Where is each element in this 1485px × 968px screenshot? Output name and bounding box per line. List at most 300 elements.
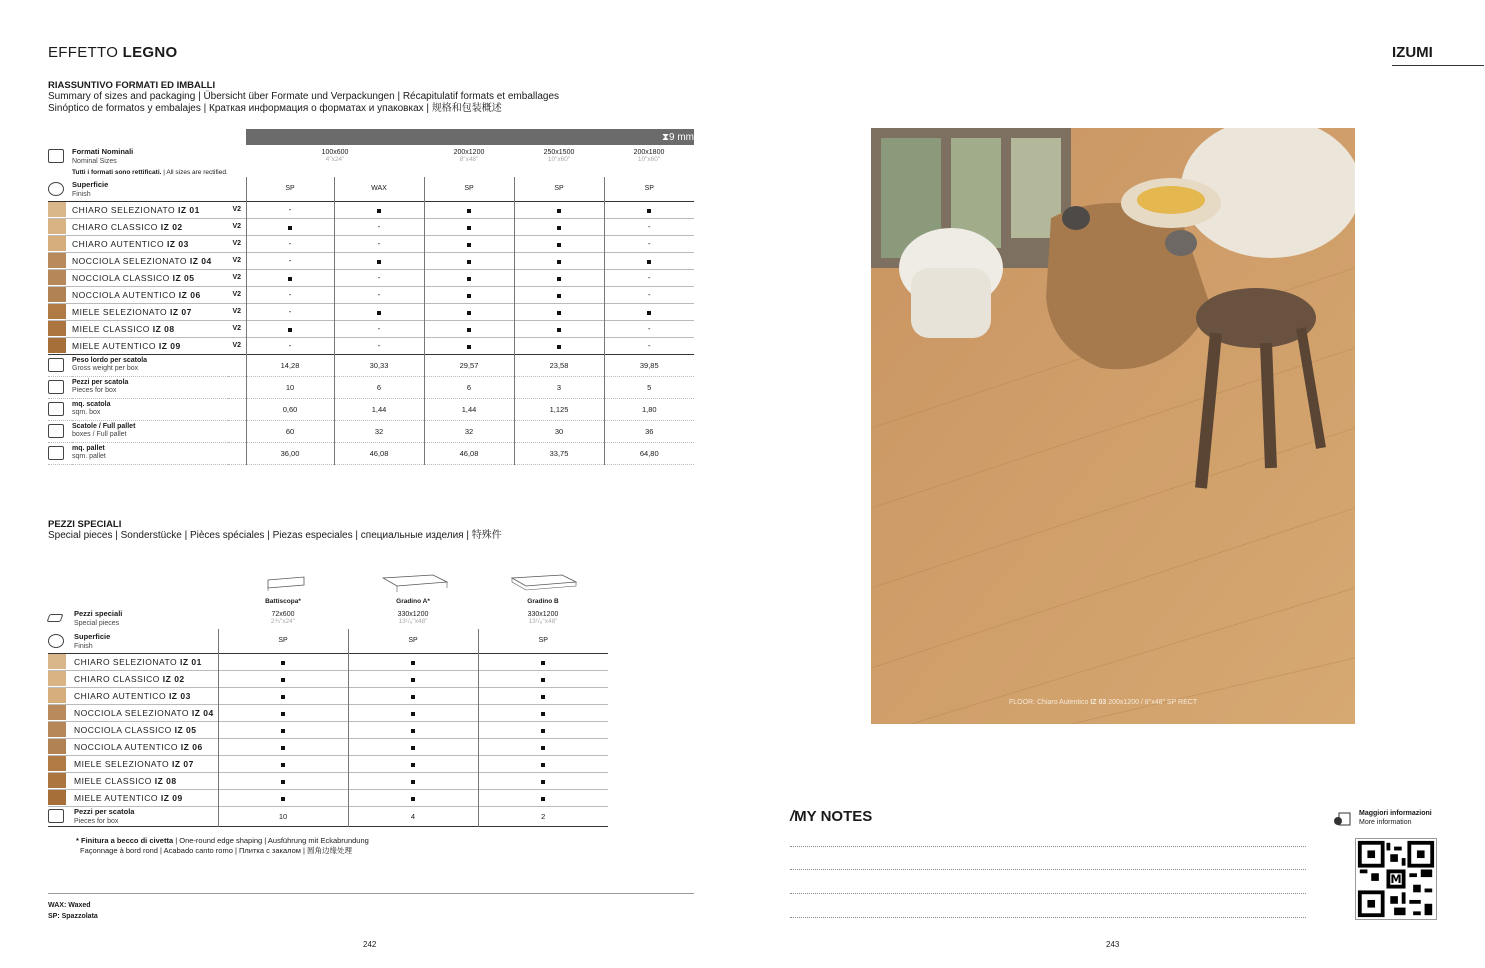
tile-row <box>48 201 694 218</box>
available-dot-icon <box>557 226 561 230</box>
tile-swatch <box>48 321 66 336</box>
footnote-line-2: Façonnage à bord rond | Acabado canto romo | Плитка с закалом | 圆角边缘处理 <box>80 846 353 855</box>
tile-name <box>72 337 228 354</box>
packaging-row <box>48 376 694 398</box>
availability-cell <box>604 252 694 269</box>
availability-cell <box>218 738 348 755</box>
packaging-row <box>48 354 694 376</box>
tile-swatch <box>48 304 66 319</box>
packaging-value: 33,75 <box>514 442 604 464</box>
size-sub: 10"x60" <box>547 156 571 163</box>
availability-cell <box>246 320 334 337</box>
size-main: 330x1200 <box>527 611 559 618</box>
availability-cell <box>348 721 478 738</box>
box-icon <box>48 380 64 394</box>
available-dot-icon <box>288 226 292 230</box>
packaging-value: 60 <box>246 420 334 442</box>
finish-icon <box>48 182 64 196</box>
tile-code: IZ 08 <box>152 323 175 334</box>
tile-name-text: CHIARO SELEZIONATO <box>72 204 179 215</box>
available-dot-icon <box>467 311 471 315</box>
available-dot-icon <box>411 780 415 784</box>
tile-name <box>72 286 228 303</box>
ppb-label: Pezzi per scatola <box>74 807 135 816</box>
piece-size <box>348 607 478 629</box>
availability-cell <box>218 772 348 789</box>
available-dot-icon <box>411 746 415 750</box>
packaging-value: 29,57 <box>424 354 514 376</box>
available-dot-icon <box>467 328 471 332</box>
availability-cell <box>514 252 604 269</box>
ppb-cell: 2 <box>541 811 546 821</box>
availability-cell: - <box>647 239 651 248</box>
availability-cell <box>424 201 514 218</box>
note-line[interactable] <box>790 869 1306 870</box>
piece-name: Gradino B <box>527 597 559 605</box>
packaging-row <box>48 442 694 464</box>
available-dot-icon <box>557 328 561 332</box>
packaging-label <box>72 376 246 398</box>
available-dot-icon <box>411 763 415 767</box>
special-tile-row <box>48 721 608 738</box>
packaging-value: 30 <box>514 420 604 442</box>
tile-swatch <box>48 722 66 737</box>
finish-sub: Finish <box>72 190 91 198</box>
tile-swatch <box>48 270 66 285</box>
note-line[interactable] <box>790 893 1306 894</box>
availability-cell <box>348 755 478 772</box>
availability-cell <box>218 687 348 704</box>
available-dot-icon <box>281 780 285 784</box>
availability-cell <box>424 218 514 235</box>
tile-name <box>74 704 218 721</box>
availability-cell <box>478 721 608 738</box>
packaging-value: 39,85 <box>639 360 659 370</box>
shade-variation: V2 <box>228 337 246 354</box>
packaging-value: 1,44 <box>424 398 514 420</box>
footnote-line-1: | One-round edge shaping | Ausführung mit Eckabrundung <box>173 836 369 845</box>
legend-wax: WAX: Waxed <box>48 902 91 909</box>
shade-variation: V2 <box>228 218 246 235</box>
availability-cell: - <box>246 201 334 218</box>
availability-cell: - <box>246 286 334 303</box>
svg-text:M: M <box>1390 872 1402 887</box>
header-light: EFFETTO <box>48 44 123 61</box>
available-dot-icon <box>281 797 285 801</box>
packaging-label-main: mq. pallet <box>72 445 105 452</box>
finish-sub: Finish <box>74 642 93 650</box>
formats-label: Formati Nominali <box>72 147 134 156</box>
available-dot-icon <box>541 661 545 665</box>
availability-cell <box>334 252 424 269</box>
tile-name-text: NOCCIOLA AUTENTICO <box>74 741 181 752</box>
packaging-label-main: Pezzi per scatola <box>72 379 129 386</box>
shade-variation: V2 <box>228 252 246 269</box>
special-tile-row <box>48 653 608 670</box>
availability-cell <box>514 235 604 252</box>
availability-cell <box>514 201 604 218</box>
packaging-value: 64,80 <box>639 448 659 458</box>
availability-cell <box>218 653 348 670</box>
tile-code: IZ 02 <box>160 221 183 232</box>
note-line[interactable] <box>790 846 1306 847</box>
available-dot-icon <box>467 209 471 213</box>
size-sub: 13¹/₈"x48" <box>528 618 558 625</box>
tile-name-text: CHIARO CLASSICO <box>72 221 161 232</box>
summary-heading <box>48 80 559 115</box>
availability-cell: - <box>246 235 334 252</box>
tile-swatch <box>48 790 66 805</box>
tile-name-text: CHIARO SELEZIONATO <box>74 656 181 667</box>
tile-name-text: MIELE SELEZIONATO <box>74 758 172 769</box>
shade-variation: V2 <box>228 303 246 320</box>
available-dot-icon <box>411 797 415 801</box>
size-main: 72x600 <box>271 611 295 618</box>
availability-cell <box>478 653 608 670</box>
availability-cell: - <box>246 303 334 320</box>
tile-swatch <box>48 219 66 234</box>
special-footnote <box>76 836 369 856</box>
availability-cell <box>424 235 514 252</box>
finish-icon <box>48 634 64 648</box>
tile-row <box>48 303 694 320</box>
available-dot-icon <box>647 209 651 213</box>
availability-cell: - <box>334 218 424 235</box>
ppb-sub: Pieces for box <box>74 818 119 825</box>
caption-code: IZ 03 <box>1090 699 1107 706</box>
available-dot-icon <box>281 763 285 767</box>
tile-code: IZ 03 <box>166 238 189 249</box>
packaging-value: 32 <box>424 420 514 442</box>
tile-code: IZ 06 <box>180 741 203 752</box>
tile-swatch <box>48 705 66 720</box>
tile-swatch <box>48 338 66 353</box>
availability-cell: - <box>334 269 424 286</box>
finish-cell: SP <box>514 177 604 201</box>
tile-name-text: NOCCIOLA CLASSICO <box>72 272 173 283</box>
availability-cell: - <box>246 252 334 269</box>
packaging-label <box>72 354 246 376</box>
tile-swatch <box>48 773 66 788</box>
availability-cell <box>348 704 478 721</box>
available-dot-icon <box>557 243 561 247</box>
piece-name: Battiscopa* <box>265 597 301 605</box>
note-line[interactable] <box>790 917 1306 918</box>
packaging-label <box>72 398 246 420</box>
size-col-4 <box>604 145 694 167</box>
available-dot-icon <box>467 294 471 298</box>
finish-cell: SP <box>424 177 514 201</box>
packaging-label-main: mq. scatola <box>72 401 111 408</box>
tile-swatch <box>48 688 66 703</box>
header-bold: LEGNO <box>122 44 178 61</box>
available-dot-icon <box>557 209 561 213</box>
tile-row <box>48 218 694 235</box>
tile-code: IZ 03 <box>168 690 191 701</box>
shade-variation: V2 <box>228 235 246 252</box>
tile-name-text: NOCCIOLA CLASSICO <box>74 724 175 735</box>
qr-code-icon <box>1356 839 1436 919</box>
special-tile-row <box>48 670 608 687</box>
availability-cell <box>334 201 424 218</box>
availability-cell <box>334 303 424 320</box>
available-dot-icon <box>541 729 545 733</box>
size-col-3 <box>514 145 604 167</box>
notes-slash-icon: / <box>790 808 795 825</box>
page-header-left <box>48 44 177 61</box>
ppb-cell: 10 <box>218 806 348 826</box>
shade-variation: V2 <box>228 286 246 303</box>
box-icon <box>48 809 64 823</box>
packaging-value: 6 <box>334 376 424 398</box>
finish-cell: SP <box>246 177 334 201</box>
tile-name <box>72 201 228 218</box>
availability-cell <box>514 337 604 354</box>
qr-label <box>1359 809 1432 827</box>
packaging-value: 1,44 <box>334 398 424 420</box>
ppb-cell: 4 <box>348 806 478 826</box>
availability-cell <box>246 218 334 235</box>
packaging-label-main: Scatole / Full pallet <box>72 423 136 430</box>
availability-cell <box>424 320 514 337</box>
packaging-value: 30,33 <box>334 354 424 376</box>
tile-name-text: NOCCIOLA SELEZIONATO <box>72 255 190 266</box>
availability-cell <box>478 755 608 772</box>
rect-note-text: | All sizes are rectified. <box>161 168 228 176</box>
floor-photo <box>871 128 1355 724</box>
size-sub: 4"x24" <box>325 156 345 163</box>
availability-cell <box>604 201 694 218</box>
availability-cell <box>478 738 608 755</box>
available-dot-icon <box>557 260 561 264</box>
availability-cell <box>218 789 348 806</box>
available-dot-icon <box>288 277 292 281</box>
availability-cell <box>348 687 478 704</box>
availability-cell <box>478 772 608 789</box>
tile-name-text: NOCCIOLA AUTENTICO <box>72 289 179 300</box>
pieces-sub: Special pieces <box>74 620 120 627</box>
availability-cell <box>514 286 604 303</box>
rect-note-bold: Tutti i formati sono rettificati. <box>72 168 162 176</box>
tile-row <box>48 252 694 269</box>
availability-cell: - <box>334 337 424 354</box>
availability-cell: - <box>647 290 651 299</box>
availability-cell <box>424 269 514 286</box>
qr-label-bold: Maggiori informazioni <box>1359 810 1432 817</box>
box-icon <box>48 402 64 416</box>
availability-cell <box>478 670 608 687</box>
thickness-value: 9 mm <box>669 131 694 143</box>
available-dot-icon <box>557 311 561 315</box>
available-dot-icon <box>467 345 471 349</box>
size-sub: 13¹/₈"x48" <box>398 618 428 625</box>
tile-name <box>74 738 218 755</box>
pieces-label: Pezzi speciali <box>74 609 123 618</box>
packaging-row <box>48 398 694 420</box>
thickness-bar <box>246 129 694 145</box>
available-dot-icon <box>281 661 285 665</box>
available-dot-icon <box>541 797 545 801</box>
availability-cell <box>514 269 604 286</box>
special-heading <box>48 519 502 542</box>
size-sub: 2¾"x24" <box>270 618 296 625</box>
tile-name <box>74 687 218 704</box>
pieces-header <box>74 607 218 629</box>
packaging-value: 36 <box>645 426 654 436</box>
availability-cell <box>478 687 608 704</box>
rectified-note <box>72 167 694 177</box>
finish-label: Superficie <box>72 179 109 189</box>
packaging-value: 0,60 <box>246 398 334 420</box>
tile-name <box>74 755 218 772</box>
battiscopa-drawing <box>262 574 312 594</box>
box-icon <box>48 358 64 372</box>
availability-cell <box>514 320 604 337</box>
qr-code[interactable] <box>1355 838 1437 920</box>
size-main: 330x1200 <box>397 611 429 618</box>
tile-code: IZ 04 <box>191 707 214 718</box>
availability-cell <box>604 303 694 320</box>
availability-cell: - <box>647 273 651 282</box>
packaging-value: 14,28 <box>246 354 334 376</box>
availability-cell <box>478 789 608 806</box>
tile-name-text: CHIARO CLASSICO <box>74 673 163 684</box>
photo-image <box>871 128 1355 724</box>
tile-name-text: MIELE SELEZIONATO <box>72 306 170 317</box>
availability-cell: - <box>647 341 651 350</box>
tile-name <box>72 269 228 286</box>
availability-cell <box>348 772 478 789</box>
availability-cell <box>424 286 514 303</box>
packaging-value: 32 <box>334 420 424 442</box>
finish-header <box>72 177 246 201</box>
tile-name <box>72 252 228 269</box>
ppb-header <box>74 806 218 826</box>
finish-cell: SP <box>348 629 478 653</box>
tile-swatch <box>48 202 66 217</box>
tile-swatch <box>48 756 66 771</box>
availability-cell <box>218 755 348 772</box>
packaging-label <box>72 420 246 442</box>
special-tile-row <box>48 772 608 789</box>
tile-code: IZ 01 <box>178 204 200 215</box>
available-dot-icon <box>411 729 415 733</box>
tile-code: IZ 07 <box>171 758 194 769</box>
size-col-2 <box>424 145 514 167</box>
footnote-bold: * Finitura a becco di civetta <box>76 836 174 845</box>
thickness-icon: ⧗ <box>661 131 669 143</box>
summary-subtitle-2: Sinóptico de formatos y embalajes | Краткая информация о форматах и упаковках | 规格和包装概述 <box>48 103 502 114</box>
shade-variation: V2 <box>228 269 246 286</box>
packaging-label-sub: sqm. pallet <box>72 453 106 460</box>
available-dot-icon <box>281 695 285 699</box>
notes-title-text: MY NOTES <box>794 808 873 825</box>
availability-cell <box>218 704 348 721</box>
finish-cell: WAX <box>334 177 424 201</box>
availability-cell: - <box>334 286 424 303</box>
tile-name <box>74 789 218 806</box>
packaging-label-sub: Gross weight per box <box>72 365 139 372</box>
special-tile-row <box>48 738 608 755</box>
tile-code: IZ 06 <box>178 289 201 300</box>
available-dot-icon <box>281 746 285 750</box>
packaging-value: 46,08 <box>424 442 514 464</box>
format-square-icon <box>48 149 64 163</box>
availability-cell <box>348 653 478 670</box>
tile-code: IZ 02 <box>162 673 185 684</box>
tile-code: IZ 01 <box>180 656 202 667</box>
page-header-right: IZUMI <box>1392 44 1433 61</box>
availability-cell <box>478 704 608 721</box>
box-icon <box>48 424 64 438</box>
availability-cell <box>424 337 514 354</box>
available-dot-icon <box>541 678 545 682</box>
tile-name-text: MIELE CLASSICO <box>74 775 155 786</box>
photo-caption <box>1009 699 1197 706</box>
tile-code: IZ 09 <box>160 792 183 803</box>
packaging-value: 5 <box>647 382 652 392</box>
notes-title <box>790 808 872 825</box>
legend-sp: SP: Spazzolata <box>48 913 98 920</box>
tile-code: IZ 04 <box>189 255 212 266</box>
tile-swatch <box>48 287 66 302</box>
available-dot-icon <box>557 277 561 281</box>
tile-swatch <box>48 671 66 686</box>
caption-post: 200x1200 / 8"x48" SP RECT <box>1106 699 1198 706</box>
available-dot-icon <box>541 712 545 716</box>
summary-table <box>48 129 694 465</box>
availability-cell <box>424 252 514 269</box>
available-dot-icon <box>411 678 415 682</box>
available-dot-icon <box>467 243 471 247</box>
size-sub: 8"x48" <box>459 156 479 163</box>
packaging-value: 46,08 <box>334 442 424 464</box>
special-tile-row <box>48 789 608 806</box>
special-subtitle: Special pieces | Sonderstücke | Pièces spéciales | Piezas especiales | специальные изделия | 特殊件 <box>48 530 502 541</box>
available-dot-icon <box>647 311 651 315</box>
available-dot-icon <box>467 277 471 281</box>
packaging-label-sub: boxes / Full pallet <box>72 431 127 438</box>
tile-name-text: NOCCIOLA SELEZIONATO <box>74 707 192 718</box>
size-main: 200x1200 <box>453 149 485 156</box>
availability-cell <box>218 721 348 738</box>
availability-cell <box>218 670 348 687</box>
available-dot-icon <box>541 780 545 784</box>
qr-label-sub: More information <box>1359 819 1412 826</box>
available-dot-icon <box>467 260 471 264</box>
available-dot-icon <box>467 226 471 230</box>
finish-cell: SP <box>644 185 654 193</box>
gradino-b-drawing <box>510 572 578 596</box>
available-dot-icon <box>288 328 292 332</box>
availability-cell: - <box>334 235 424 252</box>
available-dot-icon <box>411 661 415 665</box>
special-table <box>48 595 608 827</box>
formats-sub: Nominal Sizes <box>72 158 117 165</box>
available-dot-icon <box>281 678 285 682</box>
availability-cell: - <box>334 320 424 337</box>
tile-row <box>48 235 694 252</box>
tile-name <box>74 772 218 789</box>
available-dot-icon <box>557 294 561 298</box>
packaging-value: 6 <box>424 376 514 398</box>
packaging-value: 1,125 <box>514 398 604 420</box>
tile-name-text: CHIARO AUTENTICO <box>72 238 167 249</box>
packaging-label <box>72 442 246 464</box>
tile-name-text: CHIARO AUTENTICO <box>74 690 169 701</box>
shade-variation: V2 <box>228 320 246 337</box>
available-dot-icon <box>377 209 381 213</box>
